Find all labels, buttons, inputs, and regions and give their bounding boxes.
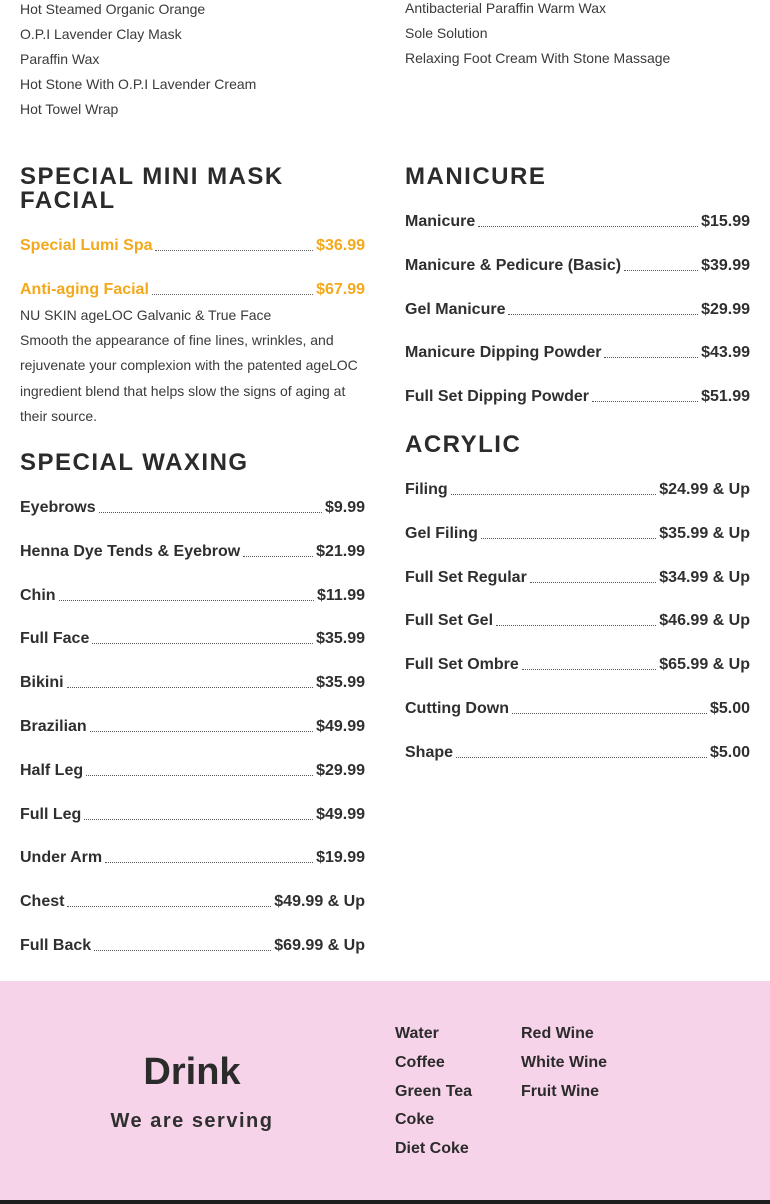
list-item: Hot Steamed Organic Orange [20,1,206,17]
item-price: $15.99 [701,213,750,230]
dot-leader [99,512,322,513]
menu-item [405,523,750,543]
menu-item [20,541,365,561]
menu-item [405,299,750,319]
menu-item [20,891,365,911]
dot-leader [67,906,271,907]
list-item: Sole Solution [405,25,488,41]
item-name: Bikini [20,674,64,692]
item-price: $35.99 [316,674,365,692]
item-price: $67.99 [316,281,365,298]
list-item: Antibacterial Paraffin Warm Wax [405,0,606,16]
dot-leader [604,357,698,358]
drink-item: Coffee [395,1053,445,1071]
menu-item [405,479,750,499]
description-line: Smooth the appearance of fine lines, wrinkles, and rejuvenate your complexion with the patented ageLOC ingredient blend that helps slow the signs of aging at their source. [20,332,358,424]
item-price: $36.99 [316,237,365,254]
section-title-acrylic: ACRYLIC [405,431,522,458]
item-price: $51.99 [701,388,750,406]
menu-item [405,567,750,587]
item-price: $19.99 [316,849,365,867]
item-name: Cutting Down [405,700,509,717]
dot-leader [451,494,657,495]
item-price: $46.99 & Up [659,612,750,630]
item-name: Manicure & Pedicure (Basic) [405,256,622,274]
list-item: Hot Stone With O.P.I Lavender Cream [20,76,257,92]
list-item: Hot Towel Wrap [20,101,119,117]
item-price: $5.00 [709,743,750,761]
item-name: Under Arm [20,849,103,867]
section-title-manicure: MANICURE [405,163,547,190]
menu-item [405,698,750,718]
drink-item: Diet Coke [395,1140,469,1158]
dot-leader [94,950,271,951]
item-name: Brazilian [20,718,87,735]
dot-leader [522,669,656,670]
dot-leader [481,538,656,539]
dot-leader [105,862,313,863]
item-name: Full Set Regular [405,568,527,586]
dot-leader [67,687,314,688]
item-name: Manicure [405,213,476,230]
dot-leader [90,731,313,732]
pedicure-includes-list-right [405,0,670,71]
dot-leader [92,643,313,644]
item-name: Shape [405,743,454,761]
drink-section [0,981,770,1200]
item-name: Manicure Dipping Powder [405,344,602,362]
menu-item-anti-aging-facial [20,279,365,299]
section-title-mini-mask: SPECIAL MINI MASK FACIAL [20,163,284,214]
item-price: $29.99 [701,300,750,318]
item-price: $5.00 [709,700,750,717]
item-price: $24.99 & Up [659,481,750,498]
dot-leader [59,600,314,601]
item-name: Filing [405,481,448,498]
dot-leader [155,250,313,251]
item-name: Full Set Ombre [405,656,519,674]
item-price: $35.99 [316,630,365,648]
item-price: $34.99 & Up [659,568,750,586]
menu-item [405,342,750,362]
drink-item: Green Tea [395,1082,473,1100]
dot-leader [243,556,313,557]
drink-list-soft [395,1020,472,1164]
menu-item [20,672,365,692]
menu-item-special-lumi-spa [20,235,365,255]
item-price: $29.99 [316,761,365,779]
section-title-waxing: SPECIAL WAXING [20,449,249,476]
item-name: Anti-aging Facial [20,281,149,298]
item-name: Full Set Dipping Powder [405,388,589,406]
drink-item: Coke [395,1111,435,1129]
menu-item [20,716,365,736]
item-name: Full Leg [20,805,82,823]
menu-item [20,585,365,605]
dot-leader [592,401,698,402]
menu-item [20,847,365,867]
facial-description [20,303,365,429]
description-line: NU SKIN ageLOC Galvanic & True Face [20,307,272,323]
item-price: $49.99 [316,805,365,823]
item-price: $35.99 & Up [659,524,750,542]
item-price: $39.99 [701,256,750,274]
dot-leader [86,775,313,776]
item-name: Special Lumi Spa [20,237,153,254]
item-price: $11.99 [316,586,365,604]
item-name: Half Leg [20,761,84,779]
menu-item [405,610,750,630]
drink-item: Red Wine [521,1025,594,1042]
menu-item [20,804,365,824]
drink-list-wine [521,1020,607,1106]
dot-leader [624,270,698,271]
item-name: Gel Filing [405,524,478,542]
dot-leader [496,625,656,626]
item-name: Henna Dye Tends & Eyebrow [20,542,241,560]
menu-item [20,497,365,517]
item-name: Full Face [20,630,90,648]
menu-item [20,935,365,955]
menu-item [405,255,750,275]
bottom-bar [0,1200,770,1204]
item-name: Chin [20,586,56,604]
dot-leader [508,314,698,315]
list-item: Relaxing Foot Cream With Stone Massage [405,50,671,66]
menu-item [405,386,750,406]
dot-leader [530,582,656,583]
drink-item: Fruit Wine [521,1082,600,1100]
list-item: O.P.I Lavender Clay Mask [20,26,182,42]
dot-leader [512,713,707,714]
menu-item [20,628,365,648]
item-name: Full Set Gel [405,612,494,630]
menu-item [20,760,365,780]
item-name: Chest [20,893,65,911]
dot-leader [478,226,698,227]
menu-item [405,742,750,762]
dot-leader [456,757,707,758]
item-name: Eyebrows [20,499,96,516]
drink-item: White Wine [521,1053,608,1071]
menu-item [405,211,750,231]
dot-leader [152,294,313,295]
item-price: $43.99 [701,344,750,362]
drink-title: Drink [143,1051,241,1093]
item-price: $49.99 [316,718,365,735]
drink-item: Water [395,1025,439,1042]
item-name: Gel Manicure [405,300,506,318]
drink-subtitle: We are serving [110,1110,274,1132]
item-name: Full Back [20,937,92,954]
item-price: $65.99 & Up [659,656,750,674]
pedicure-includes-list-left [20,0,256,122]
item-price: $49.99 & Up [274,893,365,911]
menu-item [405,654,750,674]
item-price: $69.99 & Up [274,937,365,954]
list-item: Paraffin Wax [20,51,100,67]
item-price: $21.99 [316,542,365,560]
item-price: $9.99 [324,499,365,516]
dot-leader [84,819,313,820]
